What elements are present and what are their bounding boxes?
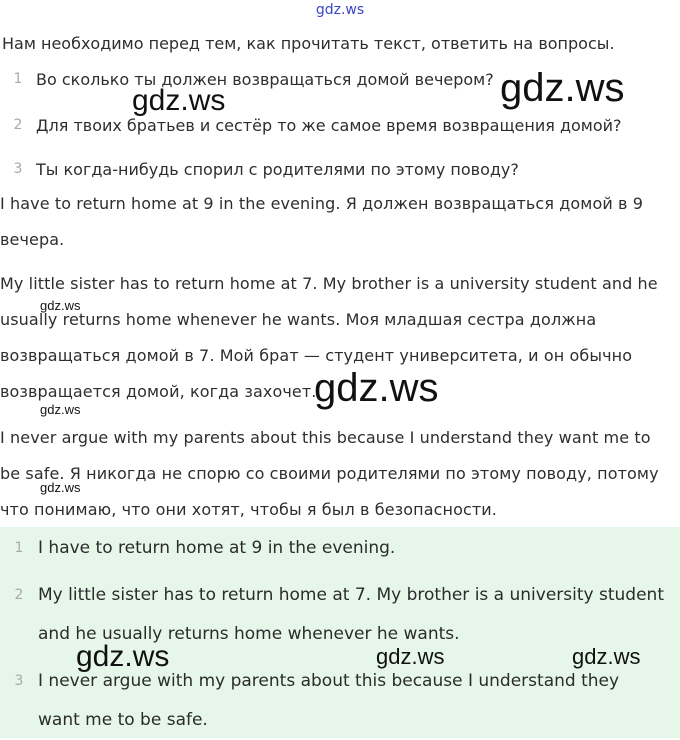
answer-item	[0, 662, 680, 740]
question-text: Для твоих братьев и сестёр то же самое время возвращения домой?	[36, 115, 622, 135]
answer-number: 3	[14, 673, 24, 689]
watermark: gdz.ws	[132, 84, 226, 117]
paragraph-line: что понимаю, что они хотят, чтобы я был в безопасности.	[0, 500, 497, 519]
watermark: gdz.ws	[76, 640, 170, 673]
answer-text	[38, 576, 678, 654]
watermark: gdz.ws	[314, 366, 439, 410]
paragraph-line: I never argue with my parents about this because I understand they want me to	[0, 428, 651, 447]
watermark: gdz.ws	[376, 644, 445, 669]
list-item	[0, 64, 680, 94]
questions-list	[0, 64, 680, 184]
answer-item	[0, 576, 680, 654]
top-watermark: gdz.ws	[315, 2, 365, 18]
paragraph-line: usually returns home whenever he wants. Моя младшая сестра должна	[0, 310, 597, 329]
answer-text	[38, 529, 678, 568]
answer-line: and he usually returns home whenever he wants.	[38, 624, 460, 644]
answer-line: My little sister has to return home at 7. My brother is a university student	[38, 585, 664, 605]
answer-number: 1	[14, 540, 24, 556]
paragraph-3	[0, 420, 659, 528]
paragraph-line: be safe. Я никогда не спорю со своими родителями по этому поводу, потому	[0, 464, 659, 483]
answer-line: I have to return home at 9 in the evening.	[38, 538, 396, 558]
watermark: gdz.ws	[40, 298, 81, 313]
question-number: 1	[13, 71, 23, 87]
watermark: gdz.ws	[500, 66, 625, 110]
answer-line: I never argue with my parents about this because I understand they	[38, 671, 620, 691]
answer-text	[38, 662, 678, 740]
intro-text: Нам необходимо перед тем, как прочитать текст, ответить на вопросы.	[2, 34, 615, 53]
paragraph-line: My little sister has to return home at 7. My brother is a university student and he	[0, 274, 658, 293]
paragraph-2	[0, 266, 658, 410]
answer-item	[0, 529, 680, 568]
question-number: 3	[13, 161, 23, 177]
question-number: 2	[13, 117, 23, 133]
list-item	[0, 154, 680, 184]
question-text: Во сколько ты должен возвращаться домой вечером?	[36, 69, 494, 89]
paragraph-line: возвращается домой, когда захочет.	[0, 382, 317, 401]
watermark: gdz.ws	[40, 480, 81, 495]
watermark: gdz.ws	[40, 402, 81, 417]
list-item	[0, 110, 680, 140]
paragraph-line: вечера.	[0, 230, 65, 249]
paragraph-1	[0, 186, 643, 258]
question-text: Ты когда-нибудь спорил с родителями по этому поводу?	[36, 159, 519, 179]
watermark: gdz.ws	[572, 644, 641, 669]
paragraph-line: возвращаться домой в 7. Мой брат — студент университета, и он обычно	[0, 346, 633, 365]
answer-number: 2	[14, 587, 24, 603]
paragraph-line: I have to return home at 9 in the evening. Я должен возвращаться домой в 9	[0, 194, 644, 213]
answer-line: want me to be safe.	[38, 710, 208, 730]
